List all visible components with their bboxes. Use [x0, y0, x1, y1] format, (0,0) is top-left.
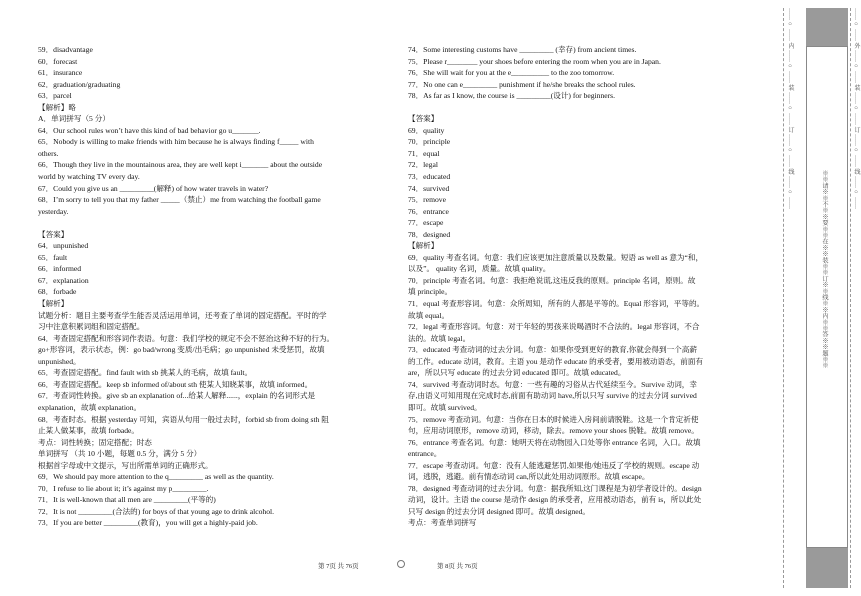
text-line: 【解析】	[38, 299, 69, 309]
text-line: others.	[38, 148, 59, 158]
text-line: entrance。	[408, 449, 442, 459]
binding-line-outer	[850, 8, 851, 588]
text-line: 77．escape	[408, 218, 444, 228]
text-line: 68．考查时态。根据 yesterday 可知，宾语从句用一般过去时，forbid sb from doing sth 阻	[38, 414, 329, 424]
text-line: 72．legal	[408, 160, 438, 170]
text-line: 71．equal	[408, 148, 440, 158]
text-line: 77．No one can e_________ punishment if he/she breaks the school rules.	[408, 79, 636, 89]
text-line: 69．We should pay more attention to the q_________ as well as the quantity.	[38, 472, 274, 482]
text-line: 【答案】	[408, 114, 439, 124]
text-line: 76．entrance	[408, 206, 449, 216]
text-line: 78．As far as I know, the course is _________(设计) for beginners.	[408, 91, 616, 101]
text-line: 68．I’m sorry to tell you that my father _____（禁止）me from watching the football game	[38, 195, 321, 205]
text-line: 73．If you are better _________(教育)，you will get a highly-paid job.	[38, 518, 258, 528]
text-line: 的工作。educate 动词，教育。主语 you 是动作 educate 的承受者，要用被动语态，前面有	[408, 356, 704, 366]
text-line: 65．fault	[38, 252, 68, 262]
text-line: 句，应用动词原形，remove 动词，移动，除去。remove your shoes 脱鞋。故填 remove。	[408, 426, 699, 436]
text-line: 67．Could you give us an _________(解释) of how water travels in water?	[38, 183, 269, 193]
text-line: 59．disadvantage	[38, 45, 93, 54]
text-line: 考点：词性转换；固定搭配；时态	[38, 437, 152, 447]
text-line: 64．考查固定搭配和形容词作表语。句意：我们学校的规定不会不惩治这种不好的行为。	[38, 333, 335, 343]
text-line: 66．informed	[38, 264, 82, 274]
text-line: 考点：考查单词拼写	[408, 518, 477, 528]
text-line	[38, 217, 394, 229]
text-line: 74．Some interesting customs have _________ (幸存) from ancient times.	[408, 45, 637, 54]
text-line: 70．I refuse to lie about it; it’s against my p_________.	[38, 483, 209, 493]
text-line: A．单词拼写（5 分）	[38, 114, 110, 124]
text-line: 64．Our school rules won’t have this kind of bad behavior go u_______.	[38, 125, 261, 135]
center-circle-icon	[397, 560, 405, 568]
text-line: 65．考查固定搭配。find fault with sb 挑某人的毛病，故填 fault。	[38, 368, 253, 378]
text-line: 70．principle 考查名词。句意：我拒绝说谎,这违反我的原则。principle 名词，原则。故	[408, 275, 696, 285]
text-line: 67．explanation	[38, 275, 89, 285]
left-column	[38, 44, 394, 529]
outer-binding-text: …… ○ …… 外 …… ○ …… 装 …… ○ …… 订 …… ○ …… 线 …… ○ ……	[853, 8, 859, 209]
text-line: 单词拼写 （共 10 小题，每题 0.5 分，满分 5 分）	[38, 449, 202, 459]
text-line	[408, 102, 766, 114]
text-line: world by watching TV every day.	[38, 172, 140, 182]
text-line: explanation，故填 explanation。	[38, 402, 142, 412]
text-line: 66．考查固定搭配。keep sb informed of/about sth 使某人知晓某事，故填 informed。	[38, 379, 313, 389]
text-line: 75．remove 考查动词。句意：当你在日本的时候进入房间前请脱鞋。这是一个肯定祈使	[408, 414, 699, 424]
text-line: 62．graduation/graduating	[38, 79, 121, 89]
text-line: 78．designed 考查动词的过去分词。句意：据我所知,这门课程是为初学者设计的。design	[408, 483, 702, 493]
binding-line-inner	[783, 8, 784, 588]
page-number-right: 第 8页 共 76页	[437, 563, 478, 570]
text-line: 73．educated 考查动词的过去分词。句意：如果你受到更好的教育,你就会得到一个高薪	[408, 345, 697, 355]
text-line: 66．Though they live in the mountainous area, they are well kept i_______ about the outside	[38, 160, 323, 170]
text-line: are，所以只写 educate 的过去分词 educated 即可。故填 educated。	[408, 368, 626, 378]
text-line: 76．She will wait for you at the e__________ to the zoo tomorrow.	[408, 68, 615, 78]
text-line: 72．legal 考查形容词。句意：对于年轻的男孩来说喝酒时不合法的。legal 形容词，不合	[408, 322, 700, 332]
text-line: unpunished。	[38, 356, 81, 366]
text-line: 词，逃脱，逃避。前有情态动词 can,所以此处用动词原形。故填 escape。	[408, 472, 650, 482]
margin-gray-block-bottom	[806, 548, 848, 588]
text-line: 74．survived	[408, 183, 450, 193]
text-line: 故填 equal。	[408, 310, 450, 320]
text-line: 法的。故填 legal。	[408, 333, 471, 343]
text-line: 69．quality	[408, 125, 445, 135]
page-number-left: 第 7页 共 76页	[318, 563, 359, 570]
text-line: 78．designed	[408, 229, 451, 239]
text-line: 70．principle	[408, 137, 451, 147]
right-column	[408, 44, 766, 529]
text-line: 止某人做某事，故填 forbade。	[38, 426, 140, 436]
text-line: 69．quality 考查名词。句意：我们应该更加注意质量以及数量。短语 as well as 意为“和，	[408, 252, 704, 262]
text-line: 76．entrance 考查名词。句意：她明天将在动物园入口处等你 entrance 名词，入口。故填	[408, 437, 701, 447]
text-line: 71．It is well-known that all men are _________(平等的)	[38, 495, 216, 505]
text-line: 以及”。 quality 名词，质量。故填 quality。	[408, 264, 551, 274]
binding-notice: ※※请※※不※※要※※在※※装※※订※※线※※内※※答※※题※※	[821, 170, 828, 369]
text-line: 【解析】略	[38, 102, 76, 112]
text-line: 只写 design 的过去分词 designed 即可。故填 designed。	[408, 506, 591, 516]
text-line: 64．unpunished	[38, 241, 89, 251]
text-line: 60．forecast	[38, 56, 78, 66]
text-line: 75．remove	[408, 195, 446, 205]
text-line: 73．educated	[408, 172, 451, 182]
text-line: 即可。故填 survived。	[408, 402, 482, 412]
text-line: 习中注意积累词组和固定搭配。	[38, 322, 145, 332]
text-line: 68．forbade	[38, 287, 77, 297]
text-line: 填 principle。	[408, 287, 453, 297]
text-line: 74．survived 考查动词时态。句意：一些有趣的习俗从古代延续至今。Survive 动词，幸	[408, 379, 697, 389]
text-line: 试题分析：题目主要考查学生能否灵活运用单词，还考查了单词的固定搭配。平时的学	[38, 310, 327, 320]
text-line: 75．Please r________ your shoes before entering the room when you are in Japan.	[408, 56, 661, 66]
margin-gray-block-top	[806, 8, 848, 46]
text-line: 存,由语义可知用现在完成时态,前面有助动词 have,所以只写 survive 的过去分词 survived	[408, 391, 697, 401]
text-line: 【答案】	[38, 229, 69, 239]
text-line: 63．parcel	[38, 91, 72, 101]
text-line: 61．insurance	[38, 68, 83, 78]
text-line: 71．equal 考查形容词。句意：众所周知，所有的人都是平等的。Equal 形容词，平等的。	[408, 299, 705, 309]
text-line: yesterday.	[38, 206, 69, 216]
text-line: 根据首字母或中文提示，写出所需单词的正确形式。	[38, 460, 213, 470]
text-line: 72．It is not _________(合法的) for boys of that young age to drink alcohol.	[38, 506, 275, 516]
inner-binding-text: …… ○ …… 内 …… ○ …… 装 …… ○ …… 订 …… ○ …… 线 …… ○ ……	[787, 8, 793, 209]
text-line: go+形容词，表示状态，例：go bad/wrong 变质/出毛病；go unpunished 未受惩罚，故填	[38, 345, 325, 355]
text-line: 【解析】	[408, 241, 439, 251]
text-line: 77．escape 考查动词。句意：没有人能逃避惩罚,如果他/她违反了学校的规则。escape 动	[408, 460, 700, 470]
text-line: 65．Nobody is willing to make friends with him because he is always finding f_____ with	[38, 137, 314, 147]
text-line: 动词，设计。主语 the course 是动作 design 的承受者，应用被动语态，前有 is，所以此处	[408, 495, 702, 505]
text-line: 67．考查词性转换。give sb an explanation of...给某人解释......，explain 的名词形式是	[38, 391, 316, 401]
